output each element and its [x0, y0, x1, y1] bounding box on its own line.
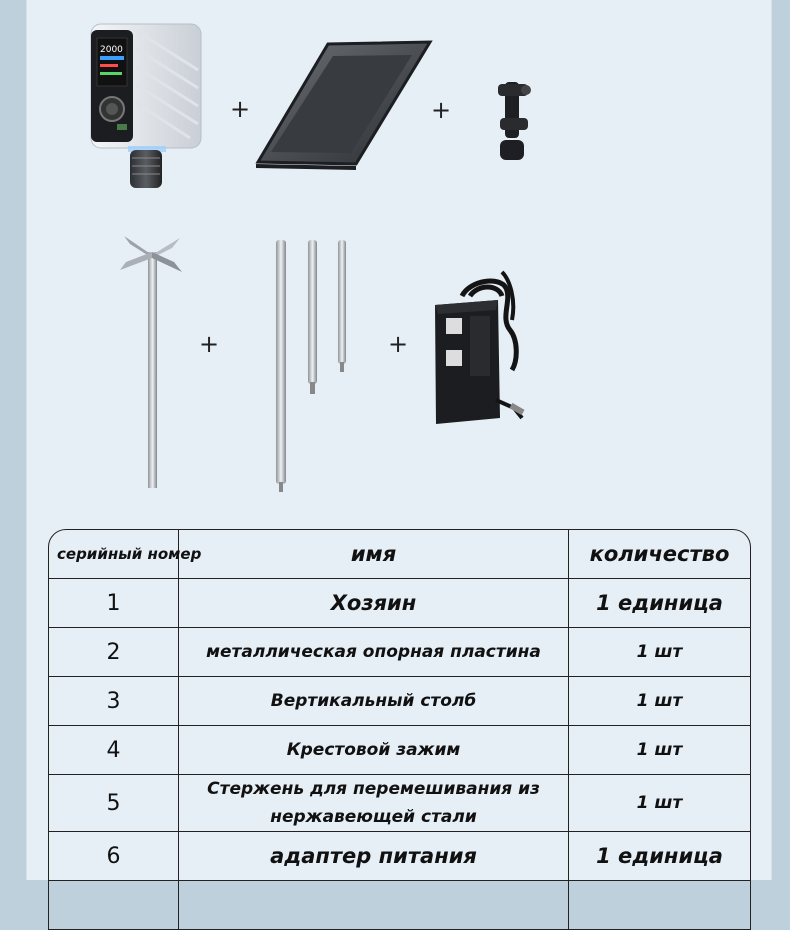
row-number: 5 — [48, 775, 179, 832]
table-row — [48, 628, 751, 677]
table-row — [48, 832, 751, 881]
plus-sign-3: + — [198, 330, 220, 358]
table-row — [48, 579, 751, 628]
row-name: Крестовой зажим — [179, 726, 569, 775]
row-name: Хозяин — [179, 579, 569, 628]
row-quantity: 1 шт — [569, 677, 751, 726]
header-serial: серийный номер — [48, 529, 179, 579]
specification-table — [48, 529, 751, 930]
display-value: 2000 — [100, 45, 123, 55]
plus-sign-1: + — [229, 95, 251, 123]
row-number: 3 — [48, 677, 179, 726]
table-row — [48, 726, 751, 775]
stirrer-host-device — [91, 24, 201, 188]
support-plate — [256, 42, 430, 170]
plus-sign-2: + — [430, 96, 452, 124]
row-number: 2 — [48, 628, 179, 677]
row-number: 4 — [48, 726, 179, 775]
row-quantity: 1 шт — [569, 726, 751, 775]
plus-sign-4: + — [387, 330, 409, 358]
row-quantity: 1 шт — [569, 775, 751, 832]
row-quantity: 1 шт — [569, 628, 751, 677]
table-row — [48, 775, 751, 832]
table-row — [48, 677, 751, 726]
cross-clamp — [498, 82, 531, 160]
row-name: Стержень для перемешивания из нержавеющей стали — [179, 775, 569, 832]
vertical-pole-segments — [276, 240, 346, 492]
header-name: имя — [179, 529, 569, 579]
row-name: адаптер питания — [179, 832, 569, 881]
row-quantity: 1 единица — [569, 832, 751, 881]
row-name: металлическая опорная пластина — [179, 628, 569, 677]
table-header-row — [48, 529, 751, 579]
header-quantity: количество — [569, 529, 751, 579]
stirring-rod — [120, 236, 182, 488]
row-number: 1 — [48, 579, 179, 628]
table-row-partial — [48, 881, 751, 930]
row-quantity: 1 единица — [569, 579, 751, 628]
row-number: 6 — [48, 832, 179, 881]
row-name: Вертикальный столб — [179, 677, 569, 726]
power-adapter — [435, 272, 525, 424]
